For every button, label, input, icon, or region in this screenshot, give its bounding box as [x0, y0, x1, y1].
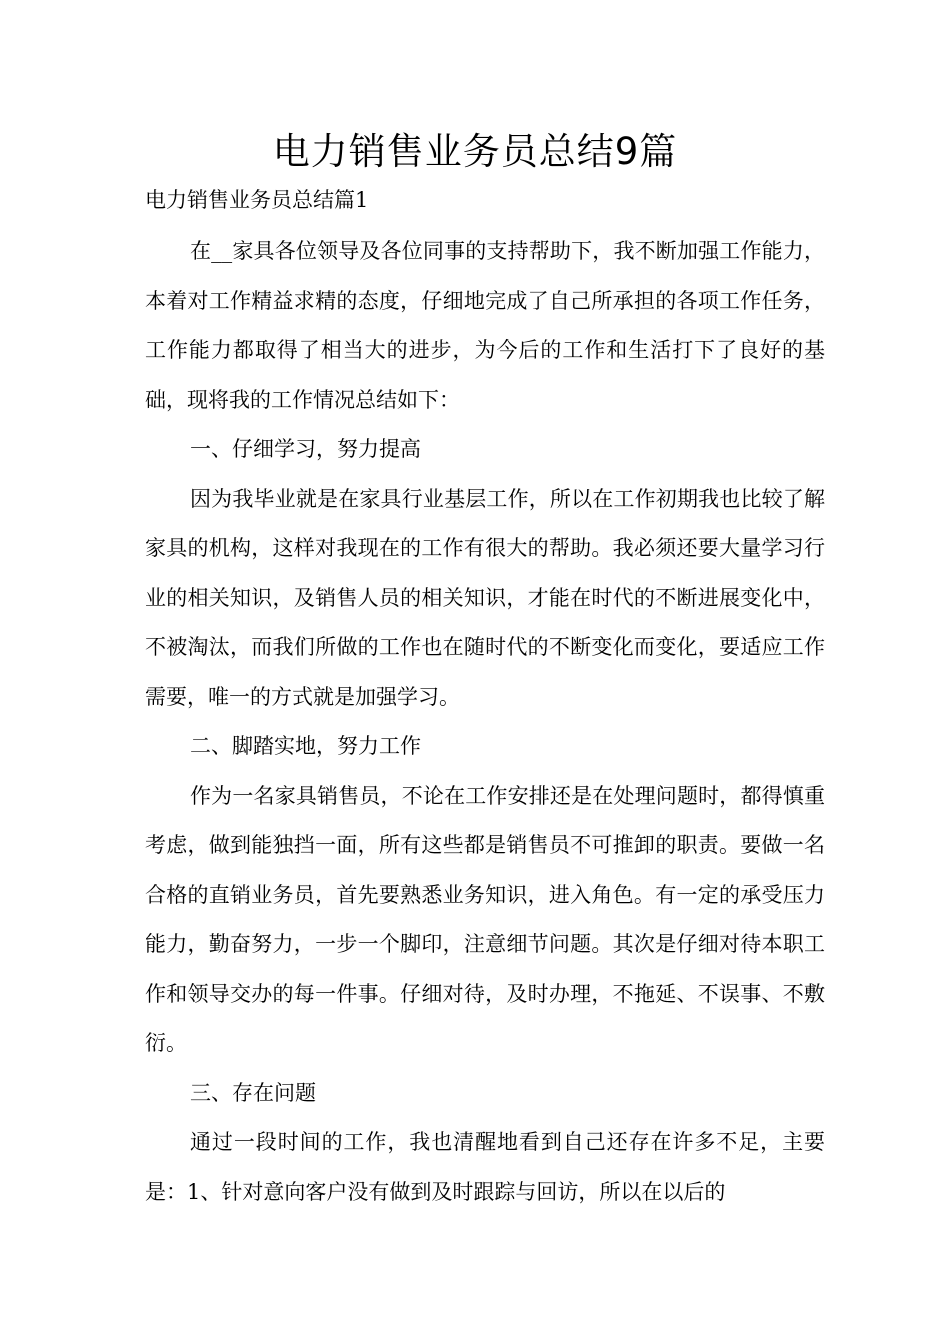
paragraph-work: 作为一名家具销售员，不论在工作安排还是在处理问题时，都得慎重考虑，做到能独挡一面，所有这些都是销售员不可推卸的职责。要做一名合格的直销业务员，首先要熟悉业务知识，进入角色。有一定的承受压力能力，勤奋努力，一步一个脚印，注意细节问题。其次是仔细对待本职工作和领导交办的每一件事。仔细对待，及时办理，不拖延、不误事、不敷衍。 — [145, 783, 825, 1055]
document-body — [145, 227, 825, 1217]
section-subtitle: 电力销售业务员总结篇1 — [145, 188, 369, 212]
paragraph-problems: 通过一段时间的工作，我也清醒地看到自己还存在许多不足，主要是：1、针对意向客户没有做到及时跟踪与回访，所以在以后的 — [145, 1130, 825, 1204]
section-heading-2: 二、脚踏实地，努力工作 — [190, 734, 421, 758]
paragraph-study: 因为我毕业就是在家具行业基层工作，所以在工作初期我也比较了解家具的机构，这样对我现在的工作有很大的帮助。我必须还要大量学习行业的相关知识，及销售人员的相关知识，才能在时代的不断进展变化中，不被淘汰，而我们所做的工作也在随时代的不断变化而变化，要适应工作需要，唯一的方式就是加强学习。 — [145, 486, 825, 709]
section-heading-1: 一、仔细学习，努力提高 — [190, 437, 421, 461]
paragraph-intro: 在__家具各位领导及各位同事的支持帮助下，我不断加强工作能力，本着对工作精益求精的态度，仔细地完成了自己所承担的各项工作任务，工作能力都取得了相当大的进步，为今后的工作和生活打下了良好的基础，现将我的工作情况总结如下： — [145, 239, 825, 412]
section-heading-3: 三、存在问题 — [190, 1080, 316, 1105]
document-title: 电力销售业务员总结9篇 — [272, 130, 678, 173]
